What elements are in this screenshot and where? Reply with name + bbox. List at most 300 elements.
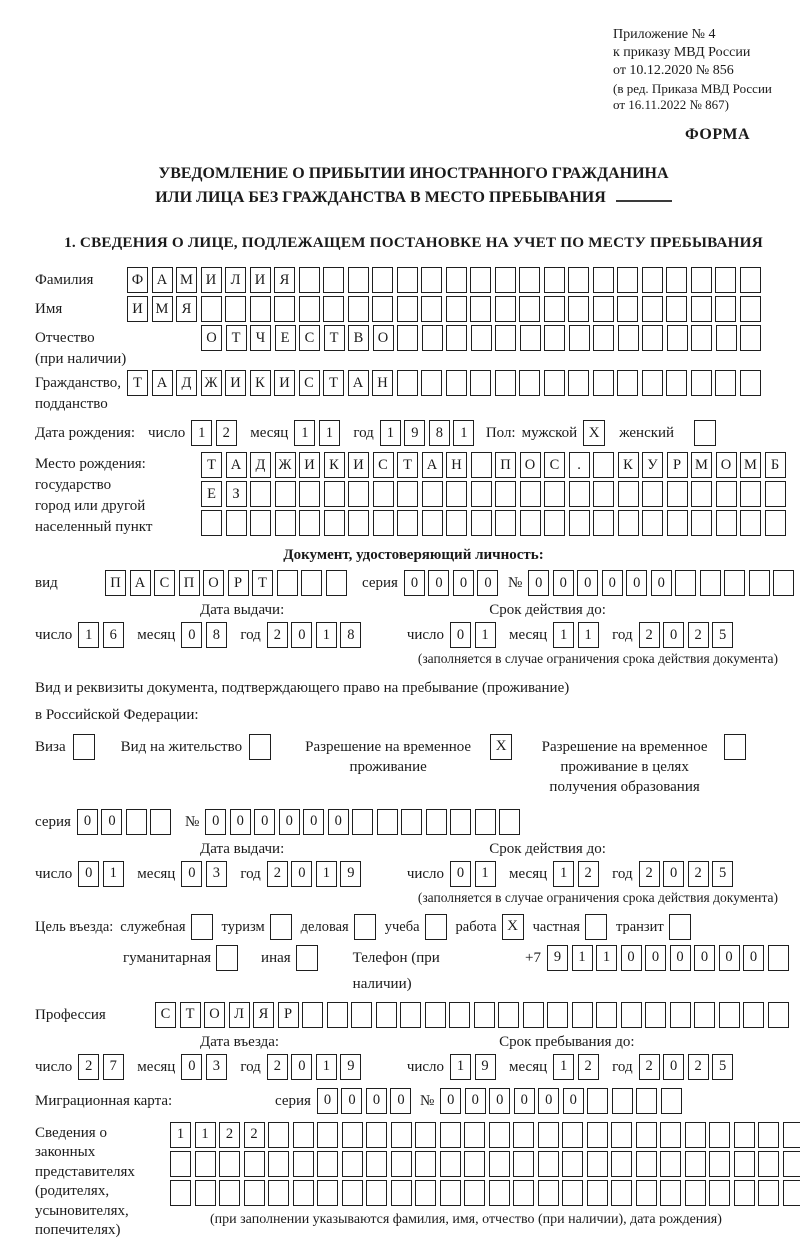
char-cell[interactable]	[397, 481, 418, 507]
char-cell[interactable]: К	[250, 370, 271, 396]
char-cell[interactable]: 1	[578, 622, 599, 648]
char-cell[interactable]	[715, 370, 736, 396]
char-cell[interactable]: 0	[670, 945, 691, 971]
char-cell[interactable]: 0	[743, 945, 764, 971]
char-cell[interactable]: Д	[176, 370, 197, 396]
char-cell[interactable]	[250, 510, 271, 536]
char-cell[interactable]	[495, 481, 516, 507]
char-cell[interactable]	[366, 1122, 387, 1148]
char-cell[interactable]	[342, 1122, 363, 1148]
char-cell[interactable]	[366, 1180, 387, 1206]
char-cell[interactable]: 1	[572, 945, 593, 971]
char-cell[interactable]	[391, 1151, 412, 1177]
char-cell[interactable]	[401, 809, 422, 835]
char-cell[interactable]: О	[204, 1002, 225, 1028]
char-cell[interactable]	[587, 1151, 608, 1177]
char-cell[interactable]: 0	[553, 570, 574, 596]
char-cell[interactable]: 2	[639, 861, 660, 887]
char-cell[interactable]	[440, 1122, 461, 1148]
char-cell[interactable]: И	[201, 267, 222, 293]
checkbox-official[interactable]	[191, 914, 213, 940]
char-cell[interactable]: 0	[663, 1054, 684, 1080]
char-cell[interactable]: К	[618, 452, 639, 478]
char-cell[interactable]	[495, 267, 516, 293]
char-cell[interactable]: .	[569, 452, 590, 478]
char-cell[interactable]: Л	[229, 1002, 250, 1028]
char-cell[interactable]: Ч	[250, 325, 271, 351]
char-cell[interactable]	[471, 325, 492, 351]
char-cell[interactable]	[323, 296, 344, 322]
char-cell[interactable]: И	[225, 370, 246, 396]
char-cell[interactable]	[660, 1180, 681, 1206]
char-cell[interactable]	[397, 267, 418, 293]
char-cell[interactable]	[376, 1002, 397, 1028]
checkbox-temp-residence-education[interactable]	[724, 734, 746, 760]
char-cell[interactable]: 1	[294, 420, 315, 446]
char-cell[interactable]: 2	[578, 861, 599, 887]
char-cell[interactable]	[324, 510, 345, 536]
char-cell[interactable]: В	[348, 325, 369, 351]
char-cell[interactable]: Л	[225, 267, 246, 293]
char-cell[interactable]	[544, 370, 565, 396]
char-cell[interactable]: 0	[694, 945, 715, 971]
char-cell[interactable]: 0	[390, 1088, 411, 1114]
char-cell[interactable]	[719, 1002, 740, 1028]
char-cell[interactable]	[421, 267, 442, 293]
char-cell[interactable]: 2	[267, 1054, 288, 1080]
char-cell[interactable]: 1	[553, 861, 574, 887]
char-cell[interactable]: К	[324, 452, 345, 478]
char-cell[interactable]	[489, 1151, 510, 1177]
checkbox-female[interactable]	[694, 420, 716, 446]
char-cell[interactable]	[758, 1180, 779, 1206]
char-cell[interactable]	[250, 296, 271, 322]
char-cell[interactable]: А	[152, 267, 173, 293]
checkbox-male[interactable]: X	[583, 420, 605, 446]
char-cell[interactable]: 1	[195, 1122, 216, 1148]
char-cell[interactable]	[642, 267, 663, 293]
char-cell[interactable]	[470, 370, 491, 396]
char-cell[interactable]	[636, 1180, 657, 1206]
char-cell[interactable]: 1	[380, 420, 401, 446]
char-cell[interactable]	[201, 510, 222, 536]
char-cell[interactable]	[301, 570, 322, 596]
char-cell[interactable]	[268, 1180, 289, 1206]
char-cell[interactable]: М	[691, 452, 712, 478]
char-cell[interactable]: 1	[596, 945, 617, 971]
char-cell[interactable]: 0	[477, 570, 498, 596]
char-cell[interactable]	[397, 296, 418, 322]
char-cell[interactable]: Ж	[201, 370, 222, 396]
char-cell[interactable]	[495, 325, 516, 351]
char-cell[interactable]: А	[152, 370, 173, 396]
char-cell[interactable]	[636, 1122, 657, 1148]
char-cell[interactable]: 0	[651, 570, 672, 596]
char-cell[interactable]	[587, 1088, 608, 1114]
char-cell[interactable]	[471, 452, 492, 478]
char-cell[interactable]	[617, 296, 638, 322]
char-cell[interactable]	[734, 1122, 755, 1148]
char-cell[interactable]	[716, 325, 737, 351]
char-cell[interactable]	[618, 325, 639, 351]
char-cell[interactable]: 0	[181, 622, 202, 648]
char-cell[interactable]: И	[299, 452, 320, 478]
char-cell[interactable]: П	[105, 570, 126, 596]
char-cell[interactable]	[302, 1002, 323, 1028]
char-cell[interactable]	[327, 1002, 348, 1028]
char-cell[interactable]	[415, 1151, 436, 1177]
char-cell[interactable]	[716, 510, 737, 536]
char-cell[interactable]: 2	[688, 622, 709, 648]
char-cell[interactable]: 2	[267, 861, 288, 887]
char-cell[interactable]	[440, 1151, 461, 1177]
char-cell[interactable]	[397, 370, 418, 396]
char-cell[interactable]	[709, 1122, 730, 1148]
char-cell[interactable]: 1	[78, 622, 99, 648]
char-cell[interactable]	[743, 1002, 764, 1028]
char-cell[interactable]	[691, 267, 712, 293]
char-cell[interactable]	[660, 1151, 681, 1177]
char-cell[interactable]: 0	[602, 570, 623, 596]
char-cell[interactable]: 0	[341, 1088, 362, 1114]
char-cell[interactable]: 0	[621, 945, 642, 971]
char-cell[interactable]	[275, 481, 296, 507]
char-cell[interactable]	[464, 1122, 485, 1148]
char-cell[interactable]: 0	[181, 1054, 202, 1080]
char-cell[interactable]	[499, 809, 520, 835]
char-cell[interactable]: 1	[316, 1054, 337, 1080]
char-cell[interactable]	[544, 481, 565, 507]
char-cell[interactable]: 0	[538, 1088, 559, 1114]
char-cell[interactable]: 0	[514, 1088, 535, 1114]
char-cell[interactable]	[715, 267, 736, 293]
char-cell[interactable]: Т	[323, 370, 344, 396]
char-cell[interactable]: П	[495, 452, 516, 478]
checkbox-private[interactable]	[585, 914, 607, 940]
char-cell[interactable]	[219, 1151, 240, 1177]
char-cell[interactable]: 1	[553, 622, 574, 648]
char-cell[interactable]	[773, 570, 794, 596]
char-cell[interactable]	[299, 481, 320, 507]
char-cell[interactable]	[593, 325, 614, 351]
char-cell[interactable]	[740, 267, 761, 293]
char-cell[interactable]	[547, 1002, 568, 1028]
char-cell[interactable]: И	[250, 267, 271, 293]
char-cell[interactable]: М	[176, 267, 197, 293]
char-cell[interactable]	[724, 570, 745, 596]
char-cell[interactable]	[513, 1122, 534, 1148]
char-cell[interactable]: 0	[291, 1054, 312, 1080]
char-cell[interactable]	[667, 510, 688, 536]
char-cell[interactable]: Ж	[275, 452, 296, 478]
char-cell[interactable]: М	[152, 296, 173, 322]
char-cell[interactable]: 0	[465, 1088, 486, 1114]
char-cell[interactable]	[611, 1180, 632, 1206]
char-cell[interactable]	[749, 570, 770, 596]
char-cell[interactable]: 0	[453, 570, 474, 596]
char-cell[interactable]	[740, 296, 761, 322]
char-cell[interactable]	[495, 510, 516, 536]
char-cell[interactable]	[621, 1002, 642, 1028]
checkbox-study[interactable]	[425, 914, 447, 940]
char-cell[interactable]: Т	[127, 370, 148, 396]
char-cell[interactable]	[544, 267, 565, 293]
char-cell[interactable]	[562, 1180, 583, 1206]
char-cell[interactable]: С	[299, 325, 320, 351]
char-cell[interactable]: 0	[78, 861, 99, 887]
char-cell[interactable]	[421, 370, 442, 396]
char-cell[interactable]	[666, 267, 687, 293]
char-cell[interactable]: 1	[103, 861, 124, 887]
char-cell[interactable]	[268, 1122, 289, 1148]
char-cell[interactable]: 0	[577, 570, 598, 596]
char-cell[interactable]: 5	[712, 622, 733, 648]
char-cell[interactable]: 0	[428, 570, 449, 596]
char-cell[interactable]	[277, 570, 298, 596]
char-cell[interactable]	[352, 809, 373, 835]
char-cell[interactable]: 1	[475, 861, 496, 887]
char-cell[interactable]: Т	[324, 325, 345, 351]
char-cell[interactable]	[740, 481, 761, 507]
char-cell[interactable]	[618, 510, 639, 536]
checkbox-work[interactable]: X	[502, 914, 524, 940]
char-cell[interactable]: 2	[688, 861, 709, 887]
char-cell[interactable]	[691, 510, 712, 536]
char-cell[interactable]: 0	[328, 809, 349, 835]
char-cell[interactable]	[244, 1151, 265, 1177]
char-cell[interactable]	[250, 481, 271, 507]
char-cell[interactable]	[758, 1122, 779, 1148]
char-cell[interactable]: Т	[397, 452, 418, 478]
char-cell[interactable]: 1	[453, 420, 474, 446]
char-cell[interactable]	[569, 510, 590, 536]
char-cell[interactable]: 0	[663, 861, 684, 887]
char-cell[interactable]	[667, 481, 688, 507]
char-cell[interactable]	[351, 1002, 372, 1028]
char-cell[interactable]	[544, 296, 565, 322]
char-cell[interactable]	[422, 325, 443, 351]
char-cell[interactable]: 1	[170, 1122, 191, 1148]
char-cell[interactable]: М	[740, 452, 761, 478]
char-cell[interactable]	[519, 296, 540, 322]
checkbox-residence-permit[interactable]	[249, 734, 271, 760]
char-cell[interactable]: 1	[191, 420, 212, 446]
char-cell[interactable]	[422, 481, 443, 507]
char-cell[interactable]	[734, 1180, 755, 1206]
char-cell[interactable]	[348, 510, 369, 536]
char-cell[interactable]	[645, 1002, 666, 1028]
checkbox-tourism[interactable]	[270, 914, 292, 940]
char-cell[interactable]: 9	[340, 1054, 361, 1080]
char-cell[interactable]	[446, 370, 467, 396]
char-cell[interactable]: С	[373, 452, 394, 478]
char-cell[interactable]	[373, 510, 394, 536]
char-cell[interactable]	[716, 481, 737, 507]
char-cell[interactable]: О	[201, 325, 222, 351]
char-cell[interactable]: 0	[719, 945, 740, 971]
char-cell[interactable]	[642, 370, 663, 396]
char-cell[interactable]	[685, 1180, 706, 1206]
char-cell[interactable]: Н	[446, 452, 467, 478]
char-cell[interactable]: Р	[278, 1002, 299, 1028]
char-cell[interactable]	[274, 296, 295, 322]
char-cell[interactable]: 1	[316, 622, 337, 648]
char-cell[interactable]	[611, 1122, 632, 1148]
char-cell[interactable]: Р	[228, 570, 249, 596]
char-cell[interactable]	[391, 1122, 412, 1148]
char-cell[interactable]	[170, 1151, 191, 1177]
char-cell[interactable]	[768, 945, 789, 971]
char-cell[interactable]	[326, 570, 347, 596]
char-cell[interactable]	[275, 510, 296, 536]
char-cell[interactable]: Ф	[127, 267, 148, 293]
char-cell[interactable]	[219, 1180, 240, 1206]
char-cell[interactable]: 0	[366, 1088, 387, 1114]
char-cell[interactable]	[440, 1180, 461, 1206]
char-cell[interactable]: 0	[626, 570, 647, 596]
char-cell[interactable]	[366, 1151, 387, 1177]
char-cell[interactable]: Я	[253, 1002, 274, 1028]
char-cell[interactable]	[397, 510, 418, 536]
char-cell[interactable]	[317, 1122, 338, 1148]
char-cell[interactable]	[293, 1180, 314, 1206]
char-cell[interactable]	[758, 1151, 779, 1177]
char-cell[interactable]	[593, 481, 614, 507]
char-cell[interactable]	[783, 1151, 800, 1177]
char-cell[interactable]	[513, 1151, 534, 1177]
char-cell[interactable]	[244, 1180, 265, 1206]
char-cell[interactable]: Р	[667, 452, 688, 478]
char-cell[interactable]	[636, 1151, 657, 1177]
char-cell[interactable]: Е	[275, 325, 296, 351]
char-cell[interactable]: 0	[279, 809, 300, 835]
char-cell[interactable]	[464, 1180, 485, 1206]
char-cell[interactable]	[569, 481, 590, 507]
char-cell[interactable]	[471, 510, 492, 536]
char-cell[interactable]: А	[226, 452, 247, 478]
char-cell[interactable]: О	[716, 452, 737, 478]
char-cell[interactable]: 0	[450, 622, 471, 648]
checkbox-transit[interactable]	[669, 914, 691, 940]
char-cell[interactable]	[593, 370, 614, 396]
char-cell[interactable]	[642, 510, 663, 536]
char-cell[interactable]	[299, 267, 320, 293]
char-cell[interactable]	[299, 510, 320, 536]
char-cell[interactable]	[611, 1151, 632, 1177]
char-cell[interactable]	[348, 267, 369, 293]
char-cell[interactable]	[670, 1002, 691, 1028]
char-cell[interactable]	[293, 1151, 314, 1177]
char-cell[interactable]: 0	[254, 809, 275, 835]
char-cell[interactable]: 2	[244, 1122, 265, 1148]
char-cell[interactable]	[519, 267, 540, 293]
char-cell[interactable]: 9	[475, 1054, 496, 1080]
checkbox-visa[interactable]	[73, 734, 95, 760]
char-cell[interactable]: А	[130, 570, 151, 596]
char-cell[interactable]	[694, 1002, 715, 1028]
char-cell[interactable]	[150, 809, 171, 835]
char-cell[interactable]	[691, 296, 712, 322]
char-cell[interactable]	[538, 1180, 559, 1206]
char-cell[interactable]: 0	[528, 570, 549, 596]
char-cell[interactable]: 0	[303, 809, 324, 835]
char-cell[interactable]	[568, 370, 589, 396]
char-cell[interactable]	[342, 1151, 363, 1177]
char-cell[interactable]: А	[348, 370, 369, 396]
char-cell[interactable]	[642, 296, 663, 322]
char-cell[interactable]	[700, 570, 721, 596]
checkbox-temp-residence[interactable]: X	[490, 734, 512, 760]
char-cell[interactable]	[691, 481, 712, 507]
char-cell[interactable]	[544, 325, 565, 351]
char-cell[interactable]: О	[520, 452, 541, 478]
char-cell[interactable]: 2	[639, 1054, 660, 1080]
char-cell[interactable]	[685, 1122, 706, 1148]
char-cell[interactable]	[450, 809, 471, 835]
char-cell[interactable]	[397, 325, 418, 351]
place-name-blank[interactable]	[616, 200, 672, 202]
char-cell[interactable]	[470, 296, 491, 322]
char-cell[interactable]	[426, 809, 447, 835]
char-cell[interactable]	[415, 1180, 436, 1206]
char-cell[interactable]	[587, 1180, 608, 1206]
char-cell[interactable]: 0	[181, 861, 202, 887]
char-cell[interactable]	[617, 267, 638, 293]
char-cell[interactable]	[348, 296, 369, 322]
char-cell[interactable]: 1	[316, 861, 337, 887]
char-cell[interactable]: Т	[201, 452, 222, 478]
char-cell[interactable]: 2	[578, 1054, 599, 1080]
char-cell[interactable]: 0	[101, 809, 122, 835]
char-cell[interactable]	[538, 1151, 559, 1177]
char-cell[interactable]	[446, 481, 467, 507]
char-cell[interactable]	[342, 1180, 363, 1206]
char-cell[interactable]	[569, 325, 590, 351]
char-cell[interactable]: 0	[205, 809, 226, 835]
char-cell[interactable]	[691, 325, 712, 351]
char-cell[interactable]	[596, 1002, 617, 1028]
char-cell[interactable]	[126, 809, 147, 835]
char-cell[interactable]: 1	[475, 622, 496, 648]
char-cell[interactable]	[348, 481, 369, 507]
char-cell[interactable]: 0	[663, 622, 684, 648]
char-cell[interactable]: 0	[77, 809, 98, 835]
char-cell[interactable]	[520, 510, 541, 536]
char-cell[interactable]	[323, 267, 344, 293]
checkbox-other[interactable]	[296, 945, 318, 971]
char-cell[interactable]	[513, 1180, 534, 1206]
char-cell[interactable]	[740, 510, 761, 536]
char-cell[interactable]: 0	[291, 861, 312, 887]
char-cell[interactable]	[765, 510, 786, 536]
checkbox-humanitarian[interactable]	[216, 945, 238, 971]
char-cell[interactable]	[446, 510, 467, 536]
char-cell[interactable]	[768, 1002, 789, 1028]
char-cell[interactable]: 5	[712, 861, 733, 887]
char-cell[interactable]	[421, 296, 442, 322]
char-cell[interactable]	[765, 481, 786, 507]
char-cell[interactable]	[660, 1122, 681, 1148]
char-cell[interactable]	[377, 809, 398, 835]
char-cell[interactable]: С	[155, 1002, 176, 1028]
char-cell[interactable]: А	[422, 452, 443, 478]
char-cell[interactable]	[715, 296, 736, 322]
char-cell[interactable]: З	[226, 481, 247, 507]
char-cell[interactable]: И	[348, 452, 369, 478]
char-cell[interactable]	[195, 1151, 216, 1177]
char-cell[interactable]	[740, 370, 761, 396]
char-cell[interactable]	[544, 510, 565, 536]
